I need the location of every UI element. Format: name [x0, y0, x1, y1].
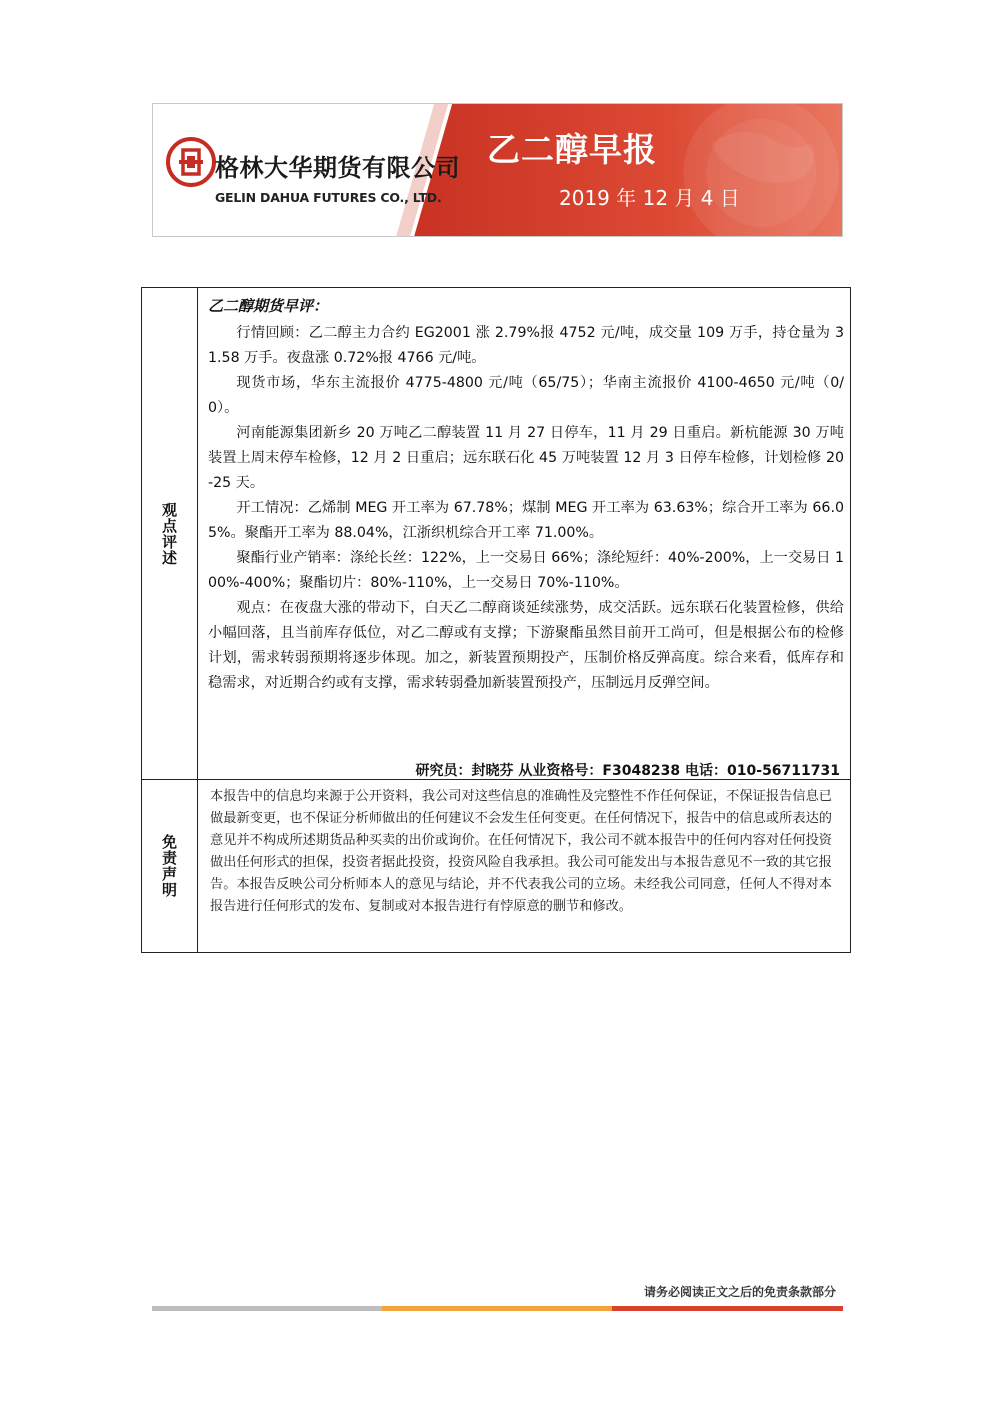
- gelin-dahua-logo-icon: [165, 136, 217, 188]
- report-table: [141, 287, 851, 953]
- footer-color-bar: [152, 1306, 843, 1311]
- report-date: 2019 年 12 月 4 日: [559, 186, 740, 210]
- paragraph-spot-market: 现货市场，华东主流报价 4775-4800 元/吨（65/75）；华南主流报价 4100-4650 元/吨（0/0）。: [208, 375, 844, 416]
- comment-body: [208, 294, 844, 696]
- report-title: 乙二醇早报: [487, 130, 657, 169]
- comment-label: 观点评述: [160, 501, 178, 566]
- disclaimer-label: 免责声明: [160, 834, 178, 898]
- comment-heading: 乙二醇期货早评：: [208, 297, 329, 315]
- paragraph-plant-status: 河南能源集团新乡 20 万吨乙二醇装置 11 月 27 日停车，11 月 29 日重启。新杭能源 30 万吨装置上周末停车检修，12 月 2 日重启；远东联石化 45 万吨装置 12 月 3 日停车检修，计划检修 20-25 天。: [208, 425, 844, 491]
- comment-label-cell: [142, 288, 198, 779]
- footer-bar-gray: [152, 1306, 382, 1311]
- paragraph-outlook: 观点：在夜盘大涨的带动下，白天乙二醇商谈延续涨势，成交活跃。远东联石化装置检修，供给小幅回落，且当前库存低位，对乙二醇或有支撑；下游聚酯虽然目前开工尚可，但是根据公布的检修计划，需求转弱预期将逐步体现。加之，新装置预期投产，压制价格反弹高度。综合来看，低库存和稳需求，对近期合约或有支撑，需求转弱叠加新装置预投产，压制远月反弹空间。: [208, 600, 844, 691]
- disclaimer-text: 本报告中的信息均来源于公开资料，我公司对这些信息的准确性及完整性不作任何保证，不保证报告信息已做最新变更，也不保证分析师做出的任何建议不会发生任何变更。在任何情况下，报告中的信息或所表达的意见并不构成所述期货品种买卖的出价或询价。在任何情况下，我公司不就本报告中的任何内容对任何投资做出任何形式的担保，投资者据此投资，投资风险自我承担。我公司可能发出与本报告意见不一致的其它报告。本报告反映公司分析师本人的意见与结论，并不代表我公司的立场。未经我公司同意，任何人不得对本报告进行任何形式的发布、复制或对本报告进行有悖原意的删节和修改。: [210, 789, 832, 914]
- disclaimer-label-cell: [142, 780, 198, 952]
- paragraph-market-review: 行情回顾：乙二醇主力合约 EG2001 涨 2.79%报 4752 元/吨，成交量 109 万手，持仓量为 31.58 万手。夜盘涨 0.72%报 4766 元/吨。: [208, 325, 844, 366]
- footer-note: 请务必阅读正文之后的免责条款部分: [643, 1285, 836, 1299]
- footer-bar-orange: [382, 1306, 612, 1311]
- footer-bar-red: [612, 1306, 843, 1311]
- disclaimer-row: [142, 780, 850, 952]
- company-name-en: GELIN DAHUA FUTURES CO., LTD.: [215, 190, 442, 205]
- paragraph-polyester-sales: 聚酯行业产销率：涤纶长丝：122%，上一交易日 66%；涤纶短纤：40%-200%，上一交易日 100%-400%；聚酯切片：80%-110%，上一交易日 70%-110%。: [208, 550, 844, 591]
- report-header-banner: [152, 103, 843, 237]
- analyst-info: 研究员：封晓芬 从业资格号：F3048238 电话：010-56711731: [415, 763, 840, 779]
- paragraph-operating-rates: 开工情况：乙烯制 MEG 开工率为 67.78%；煤制 MEG 开工率为 63.63%；综合开工率为 66.05%。聚酯开工率为 88.04%，江浙织机综合开工率 71.00%。: [208, 500, 844, 541]
- company-name-cn: 格林大华期货有限公司: [215, 154, 460, 182]
- comment-row: [142, 288, 850, 780]
